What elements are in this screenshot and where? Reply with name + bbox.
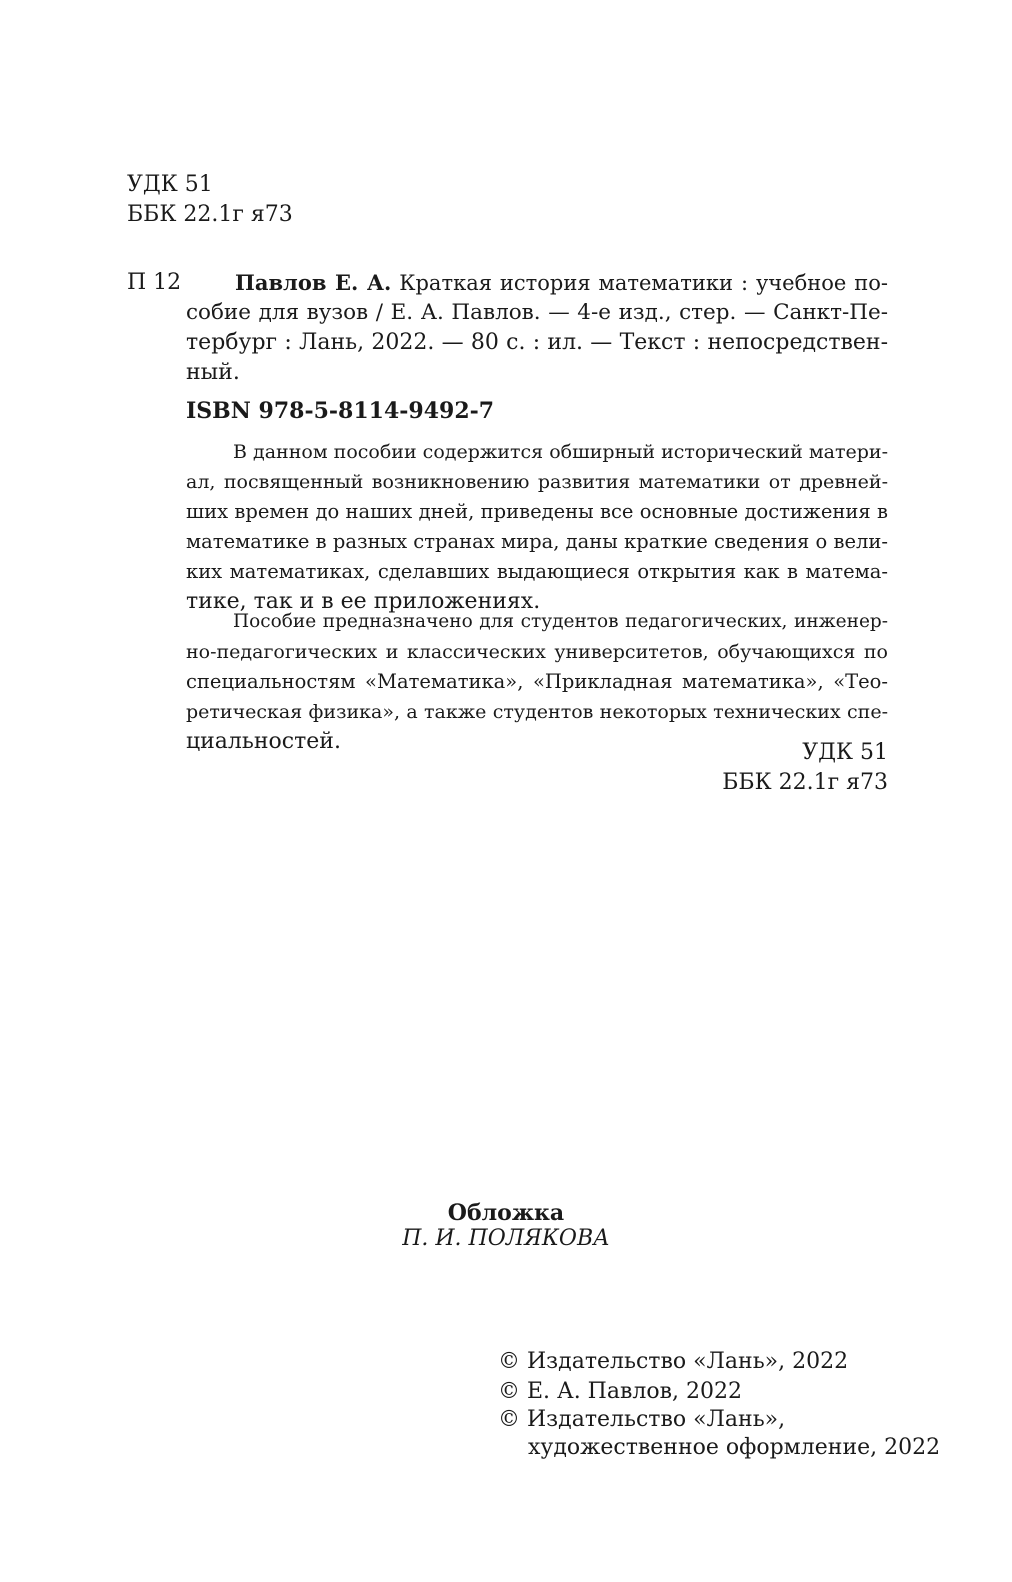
- record-line-3: тербург : Лань, 2022. — 80 с. : ил. — Текст : непосредствен-: [186, 330, 888, 355]
- annotation-p2-line: но-педагогических и классических университетов, обучающихся по: [186, 641, 888, 663]
- copyright-line-author: © Е. А. Павлов, 2022: [498, 1379, 742, 1404]
- author-name: Павлов Е. А.: [235, 270, 392, 295]
- annotation-p1-line: математике в разных странах мира, даны краткие сведения о вели-: [186, 530, 888, 553]
- record-title: Краткая история математики : учебное по-: [399, 271, 888, 295]
- isbn: ISBN 978-5-8114-9492-7: [186, 398, 495, 424]
- bbk-code-bottom: ББК 22.1г я73: [722, 770, 888, 795]
- copyright-line-design: художественное оформление, 2022: [528, 1435, 941, 1460]
- annotation-p2-line: ретическая физика», а также студентов некоторых технических спе-: [186, 701, 888, 723]
- bbk-code: ББК 22.1г я73: [127, 202, 293, 227]
- annotation-p1-line: ал, посвященный возникновению развития математики от древней-: [186, 471, 888, 493]
- annotation-p1-line: тике, так и в ее приложениях.: [186, 589, 541, 614]
- call-number: П 12: [127, 270, 182, 295]
- udk-code: УДК 51: [127, 172, 213, 197]
- record-line-1: [235, 268, 888, 298]
- annotation-p2-line: Пособие предназначено для студентов педагогических, инженер-: [233, 611, 888, 632]
- record-line-4: ный.: [186, 360, 240, 385]
- copyright-line-design-publisher: © Издательство «Лань»,: [498, 1407, 786, 1432]
- copyright-line-publisher: © Издательство «Лань», 2022: [498, 1349, 849, 1374]
- annotation-p1-line: ших времен до наших дней, приведены все основные достижения в: [186, 500, 888, 523]
- annotation-p1-line: ких математиках, сделавших выдающиеся открытия как в матема-: [186, 560, 888, 583]
- cover-label: Обложка: [447, 1200, 565, 1226]
- annotation-p2-line: специальностям «Математика», «Прикладная математика», «Тео-: [186, 670, 888, 693]
- annotation-p1-line: В данном пособии содержится обширный исторический матери-: [233, 441, 888, 463]
- annotation-p2-line: циальностей.: [186, 729, 341, 754]
- cover-designer: П. И. ПОЛЯКОВА: [402, 1226, 610, 1251]
- udk-code-bottom: УДК 51: [802, 740, 888, 765]
- record-line-2: собие для вузов / Е. А. Павлов. — 4-е изд., стер. — Санкт-Пе-: [186, 300, 888, 325]
